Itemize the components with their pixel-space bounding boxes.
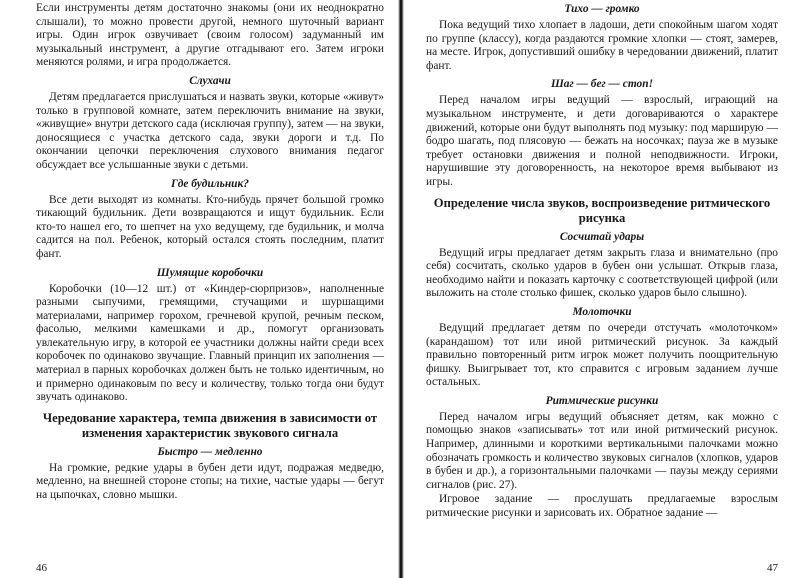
- page-number: 47: [767, 562, 778, 574]
- paragraph-sluhachi: Детям предлагается прислушаться и назвать звуки, которые «живут» только в групповой комнате, затем переключить внимание на звуки, «живущие» внутри детского сада (исключая группу), затем — на звуки, доносящиеся с участка детского сада, звуки дороги и т.д. По окончании цепочки переключения слухового внимания педагог обсуждает все услышанные звуки с детьми.: [36, 90, 384, 171]
- right-page: [402, 0, 800, 578]
- paragraph-igrovoe-zadanie: Игровое задание — прослушать предлагаемые взрослым ритмические рисунки и зарисовать их. Обратное задание —: [426, 493, 778, 520]
- game-heading-sluhachi: Слухачи: [189, 74, 231, 87]
- game-heading-molotochki: Молоточки: [572, 305, 632, 318]
- paragraph-soschitay-udary: Ведущий игры предлагает детям закрыть глаза и внимательно (про себя) сосчитать, сколько ударов в бубен они услышат. Открыв глаза, необходимо найти и показать карточку с соответствующей цифрой (или выложить на столе столько фишек, сколько ударов было слышно).: [426, 246, 778, 300]
- section-heading: Чередование характера, темпа движения в зависимости от изменения характеристик звукового сигнала: [42, 410, 378, 440]
- intro-paragraph: Если инструменты детям достаточно знакомы (они их неоднократно слышали), то можно провести другой, немного шуточный вариант игры. Один игрок озвучивает (своим голосом) задуманный им музыкальный инструмент, а другие отгадывают его. Затем игроки меняются ролями, и игра продолжается.: [36, 2, 384, 69]
- game-heading-tiho-gromko: Тихо — громко: [564, 3, 640, 15]
- section-heading: Определение числа звуков, воспроизведение ритмического рисунка: [433, 195, 771, 225]
- paragraph-gde-budilnik: Все дети выходят из комнаты. Кто-нибудь прячет большой громко тикающий будильник. Дети возвращаются и ищут будильник. Если кто-то нашел его, то шепчет на ухо ведущему, где будильник, и молча садится на пол. Ребенок, который остался стоять последним, платит фант.: [36, 193, 384, 260]
- game-heading-shag-beg-stop: Шаг — бег — стоп!: [550, 78, 654, 91]
- paragraph-shumyaschie-korobochki: Коробочки (10—12 шт.) от «Киндер-сюрпризов», наполненные разными сыпучими, гремящими, стучащими и шуршащими материалами, например горохом, гречневой крупой, речным песком, фасолью, мелкими камешками и др., помогут организовать увлекательную игру, в которой ее участники должны найти среди всех коробочек по одинаково звучащие. Главный принцип их заполнения — материал в парных коробочках должен быть не только идентичным, но и примерно одинаковым по весу и количеству, только тогда они будут звучать одинаково.: [36, 282, 384, 404]
- page-number: 46: [36, 562, 47, 574]
- paragraph-ritmicheskie-risunki: Перед началом игры ведущий объясняет детям, как можно с помощью знаков «записывать» тот или иной ритмический рисунок. Например, длинными и короткими вертикальными палочками можно обозначать громкость и количество звуковых сигналов (хлопков, ударов в бубен и др.), а горизонтальными палочками — паузы между сериями сигналов (рис. 27).: [426, 410, 778, 491]
- paragraph-shag-beg-stop: Перед началом игры ведущий — взрослый, играющий на музыкальном инструменте, и дети договариваются о характере движений, которые они будут выполнять под музыку: под марширую — бодро шагать, под плясовую — бежать на носочках; пауза же в музыке требует остановки движения и полной неподвижности. Игроки, нарушившие эту договоренность, на некоторое время выбывают из игры.: [426, 94, 778, 188]
- game-heading-gde-budilnik: Где будильник?: [171, 177, 249, 190]
- game-heading-shumyaschie-korobochki: Шумящие коробочки: [156, 266, 264, 279]
- game-heading-ritmicheskie-risunki: Ритмические рисунки: [545, 394, 659, 407]
- paragraph-bystro-medlenno: На громкие, редкие удары в бубен дети идут, подражая медведю, медленно, на внешней стороне стопы; на тихие, частые удары — бегут на цыпочках, словно мышки.: [36, 461, 384, 502]
- paragraph-tiho-gromko: Пока ведущий тихо хлопает в ладоши, дети спокойным шагом ходят по группе (классу), когда раздаются громкие хлопки — стоят, замерев, на месте. Игрок, допустивший ошибку в чередовании движений, платит фант.: [426, 19, 778, 72]
- paragraph-molotochki: Ведущий предлагает детям по очереди отстучать «молоточком» (карандашом) тот или иной ритмический рисунок. За каждый правильно повторенный ритм игрок может получить поощрительную фишку. Выигрывает тот, кто справится с игровым заданием лучше остальных.: [426, 321, 778, 389]
- game-heading-bystro-medlenno: Быстро — медленно: [157, 445, 263, 458]
- game-heading-soschitay-udary: Сосчитай удары: [559, 230, 645, 243]
